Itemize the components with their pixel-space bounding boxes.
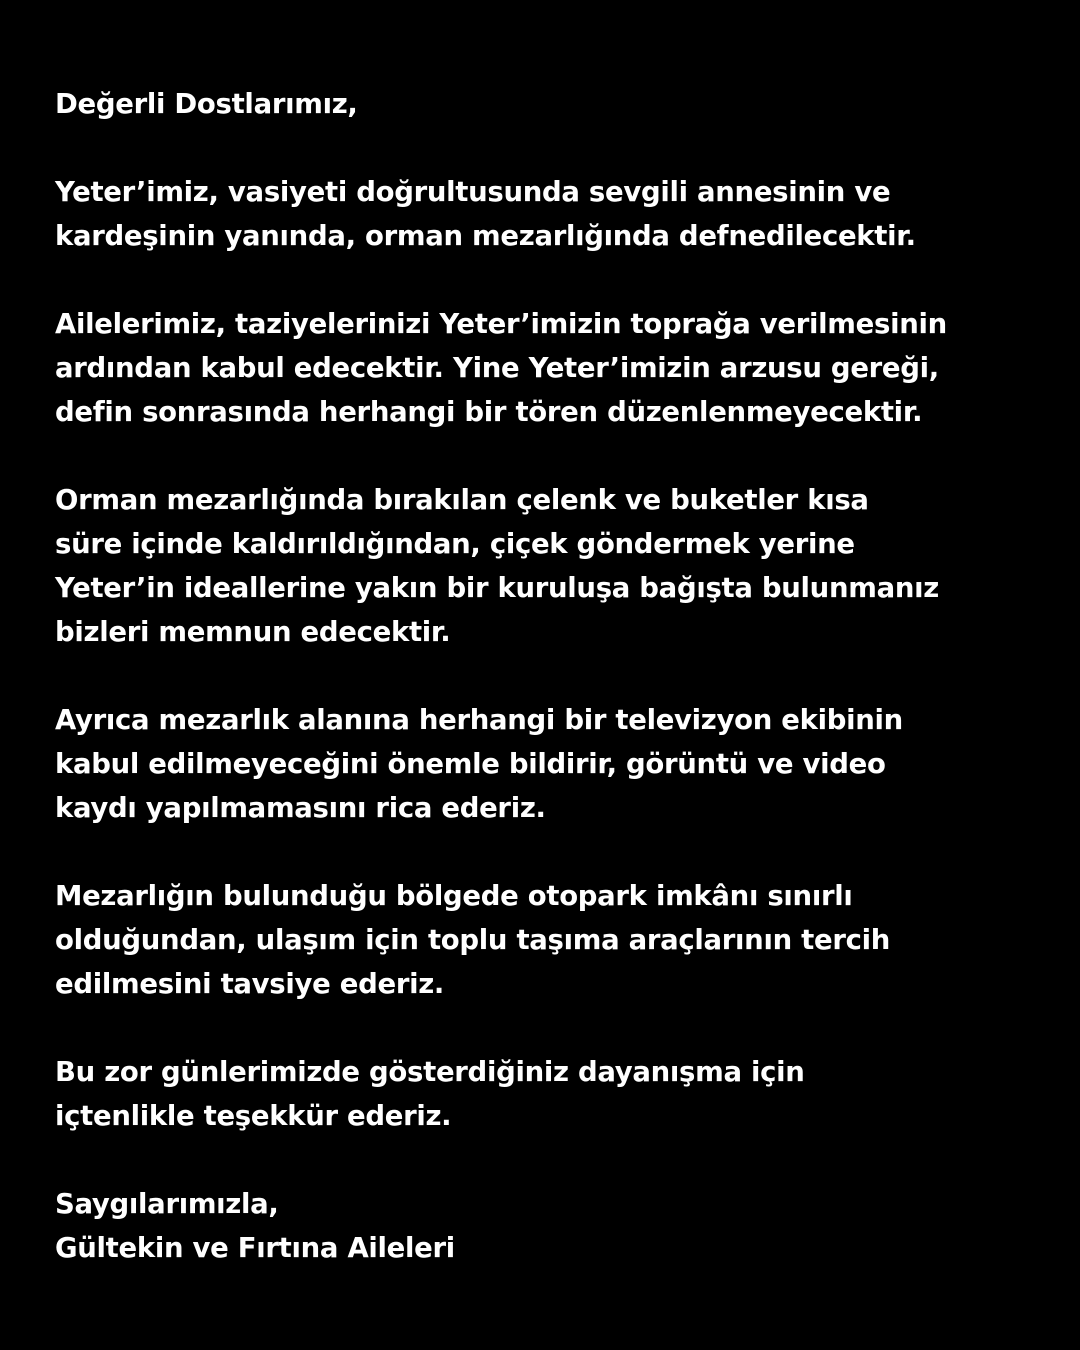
paragraph-line: Ayrıca mezarlık alanına herhangi bir televizyon ekibinin <box>55 704 903 736</box>
paragraph-line: edilmesini tavsiye ederiz. <box>55 968 445 1000</box>
paragraph-line: ardından kabul edecektir. Yine Yeter’imizin arzusu gereği, <box>55 352 939 384</box>
paragraph-line: Yeter’imiz, vasiyeti doğrultusunda sevgili annesinin ve <box>55 176 891 208</box>
letter <box>55 82 1045 1270</box>
greeting-line: Değerli Dostlarımız, <box>55 88 358 120</box>
paragraph-line: Yeter’in ideallerine yakın bir kuruluşa bağışta bulunmanız <box>55 572 939 604</box>
paragraph-line: içtenlikle teşekkür ederiz. <box>55 1100 452 1132</box>
paragraph-burial <box>55 170 1045 258</box>
paragraph-line: Mezarlığın bulunduğu bölgede otopark imkânı sınırlı <box>55 880 853 912</box>
paragraph-line: kardeşinin yanında, orman mezarlığında defnedilecektir. <box>55 220 916 252</box>
paragraph-line: bizleri memnun edecektir. <box>55 616 451 648</box>
paragraph-line: süre içinde kaldırıldığından, çiçek göndermek yerine <box>55 528 855 560</box>
paragraph-line: Orman mezarlığında bırakılan çelenk ve buketler kısa <box>55 484 869 516</box>
paragraph-condolences <box>55 302 1045 434</box>
signature: Gültekin ve Fırtına Aileleri <box>55 1232 455 1264</box>
paragraph-parking <box>55 874 1045 1006</box>
paragraph-thanks <box>55 1050 1045 1138</box>
paragraph-line: kabul edilmeyeceğini önemle bildirir, görüntü ve video <box>55 748 886 780</box>
paragraph-line: defin sonrasında herhangi bir tören düzenlenmeyecektir. <box>55 396 923 428</box>
paragraph-line: olduğundan, ulaşım için toplu taşıma araçlarının tercih <box>55 924 891 956</box>
paragraph-line: Bu zor günlerimizde gösterdiğiniz dayanışma için <box>55 1056 805 1088</box>
greeting <box>55 82 1045 126</box>
paragraph-flowers <box>55 478 1045 654</box>
paragraph-line: kaydı yapılmamasını rica ederiz. <box>55 792 546 824</box>
paragraph-media <box>55 698 1045 830</box>
paragraph-line: Ailelerimiz, taziyelerinizi Yeter’imizin toprağa verilmesinin <box>55 308 947 340</box>
sign-off <box>55 1182 1045 1270</box>
closing: Saygılarımızla, <box>55 1188 279 1220</box>
